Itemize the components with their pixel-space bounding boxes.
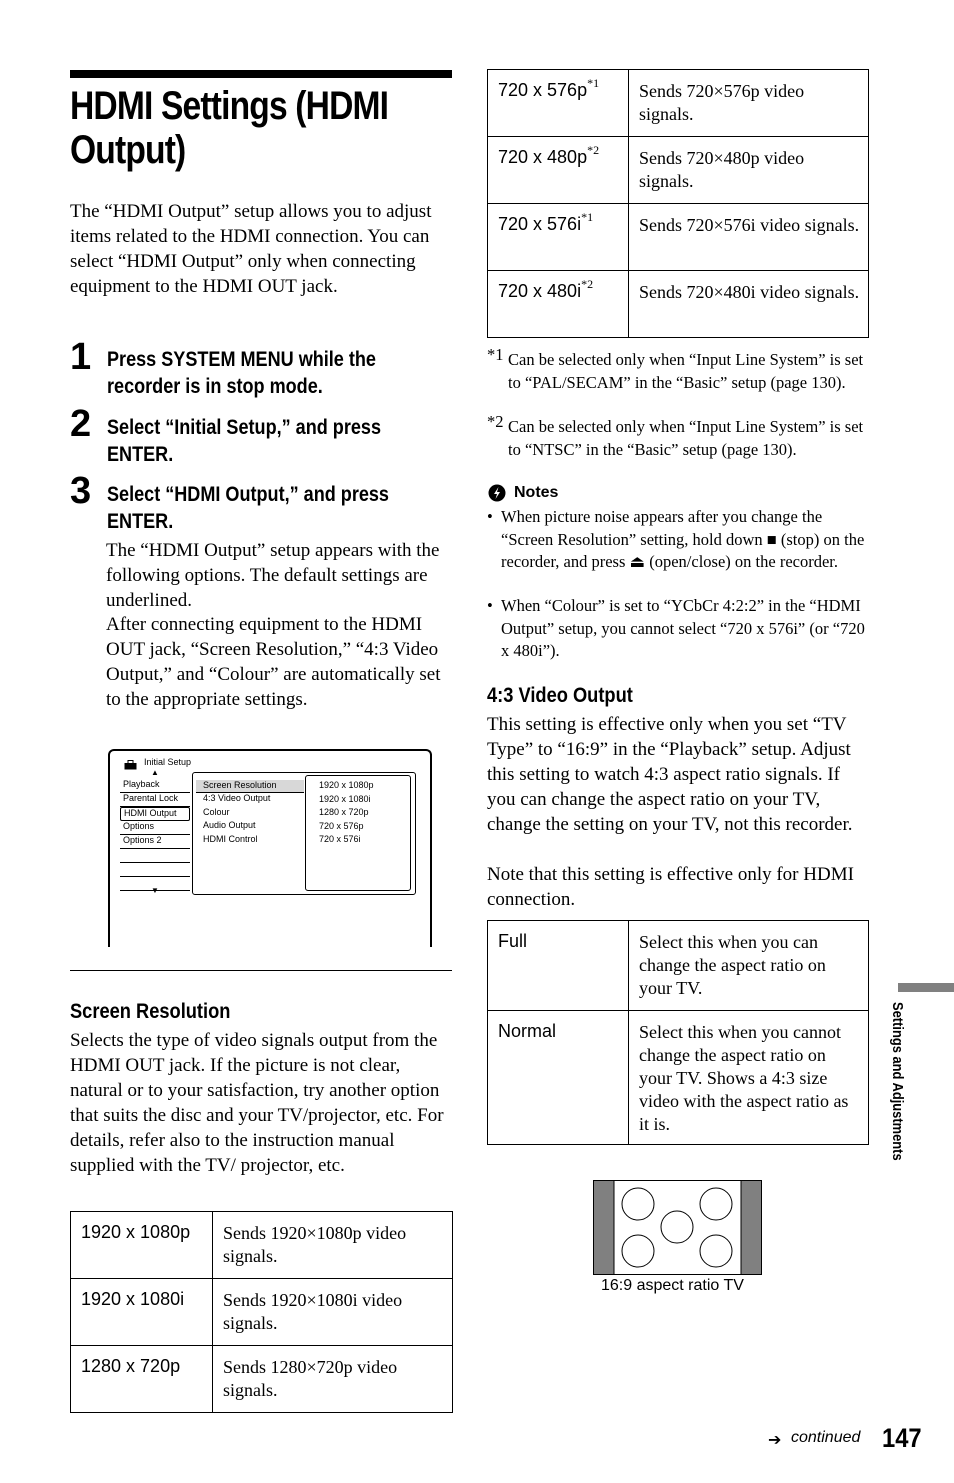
menu-item-hdmi-output: HDMI Output xyxy=(120,807,190,821)
table-row xyxy=(488,921,869,1011)
option-1080p: 1920 x 1080p xyxy=(319,780,374,790)
footnote-1-text: Can be selected only when “Input Line System” is set to “PAL/SECAM” in the “Basic” setup (page 130). xyxy=(508,350,864,392)
footnote-mark: *2 xyxy=(587,143,600,157)
screen-resolution-body: Selects the type of video signals output from the HDMI OUT jack. If the picture is not clear, natural or to your satisfaction, try another option that suits the disc and your TV/projector, etc. For details, refer also to the instruction manual supplied with the TV/ projector, etc. xyxy=(70,1030,444,1176)
step-1-text: Press SYSTEM MENU while the recorder is in stop mode. xyxy=(107,348,376,398)
section-divider xyxy=(70,970,452,971)
submenu-item-screen-resolution: Screen Resolution xyxy=(196,780,304,793)
table-row xyxy=(488,137,869,204)
option-720p: 1280 x 720p xyxy=(319,807,369,817)
illustration-caption: 16:9 aspect ratio TV xyxy=(601,1277,744,1294)
intro-paragraph: The “HDMI Output” setup allows you to adjust items related to the HDMI connection. You can select “HDMI Output” only when connecting equipment to the HDMI OUT jack. xyxy=(70,201,432,297)
resolution-key xyxy=(488,70,629,137)
table-row xyxy=(488,70,869,137)
step-3-body-2: After connecting equipment to the HDMI OUT jack, “Screen Resolution,” “4:3 Video Output,” and “Colour” are automatically set to the appropriate settings. xyxy=(106,614,441,710)
step-3-body: The “HDMI Output” setup appears with the following options. The default settings are underlined. xyxy=(106,540,440,611)
initial-setup-screen xyxy=(108,749,430,945)
page-title: HDMI Settings (HDMI Output) xyxy=(70,84,389,172)
mid-menu xyxy=(196,780,304,847)
resolution-table-left xyxy=(70,1211,453,1413)
resolution-key: 1920 x 1080p xyxy=(71,1212,213,1279)
aspect-ratio-illustration xyxy=(593,1180,762,1275)
option-576i: 720 x 576i xyxy=(319,834,361,844)
continued-arrow-icon: ➔ xyxy=(768,1430,782,1449)
resolution-key: 1920 x 1080i xyxy=(71,1279,213,1346)
bullet: • xyxy=(487,507,493,526)
resolution-key: 1280 x 720p xyxy=(71,1346,213,1413)
resolution-desc: Sends 1920×1080p video signals. xyxy=(213,1212,453,1279)
resolution-key-text: 720 x 576i xyxy=(498,214,582,234)
table-row xyxy=(488,271,869,338)
table-row xyxy=(71,1346,453,1413)
screen-header: Initial Setup xyxy=(144,757,192,767)
resolution-desc: Sends 720×480i video signals. xyxy=(629,271,869,338)
scroll-down-arrow-icon: ▼ xyxy=(151,886,159,895)
table-row xyxy=(488,1011,869,1145)
resolution-desc: Sends 720×480p video signals. xyxy=(629,137,869,204)
step-2-number: 2 xyxy=(70,403,92,445)
note-item-2: When “Colour” is set to “YCbCr 4:2:2” in the “HDMI Output” setup, you cannot select “720 x 576i” (or “720 x 480i”). xyxy=(501,596,865,660)
footnote-mark: *1 xyxy=(581,210,594,224)
video-output-table xyxy=(487,920,869,1145)
side-tab-text: Settings and Adjustments xyxy=(889,1002,906,1161)
footnote-1-mark: *1 xyxy=(487,345,504,364)
submenu-item-colour: Colour xyxy=(203,806,230,817)
resolution-key xyxy=(488,137,629,204)
notes-icon xyxy=(488,484,506,502)
menu-item-options-2: Options 2 xyxy=(120,835,190,849)
notes-heading: Notes xyxy=(514,484,559,501)
resolution-desc: Sends 720×576p video signals. xyxy=(629,70,869,137)
step-2-text: Select “Initial Setup,” and press ENTER. xyxy=(107,416,381,466)
toolbox-icon xyxy=(124,757,137,767)
title-rule xyxy=(70,70,452,78)
option-1080i: 1920 x 1080i xyxy=(319,793,371,804)
page-number: 147 xyxy=(882,1423,922,1453)
footnote-2-text: Can be selected only when “Input Line System” is set to “NTSC” in the “Basic” setup (page 130). xyxy=(508,417,864,459)
video-option-desc: Select this when you cannot change the aspect ratio on your TV. Shows a 4:3 size video with the aspect ratio as it is. xyxy=(629,1011,869,1145)
table-row xyxy=(71,1279,453,1346)
footnote-mark: *1 xyxy=(587,76,600,90)
video-option-key: Normal xyxy=(488,1011,629,1145)
table-row xyxy=(71,1212,453,1279)
submenu-item-hdmi-control: HDMI Control xyxy=(203,833,258,844)
note-item-1: When picture noise appears after you change the “Screen Resolution” setting, hold down ■ (stop) on the recorder, and press ⏏ (open/close) on the recorder. xyxy=(501,507,865,571)
resolution-key-text: 720 x 480p xyxy=(498,147,588,167)
video-option-desc: Select this when you can change the aspect ratio on your TV. xyxy=(629,921,869,1011)
side-tab-label xyxy=(889,1002,906,1186)
video-option-key: Full xyxy=(488,921,629,1011)
menu-item-playback: Playback xyxy=(120,779,190,793)
resolution-desc: Sends 720×576i video signals. xyxy=(629,204,869,271)
screen-resolution-heading: Screen Resolution xyxy=(70,1000,231,1023)
footnote-2-mark: *2 xyxy=(487,412,504,431)
step-3-text: Select “HDMI Output,” and press ENTER. xyxy=(107,483,389,533)
resolution-desc: Sends 1280×720p video signals. xyxy=(213,1346,453,1413)
resolution-key-text: 720 x 480i xyxy=(498,281,582,301)
option-list xyxy=(319,780,374,848)
footnote-mark: *2 xyxy=(581,277,594,291)
continued-label: continued xyxy=(791,1429,861,1446)
table-row xyxy=(488,204,869,271)
resolution-desc: Sends 1920×1080i video signals. xyxy=(213,1279,453,1346)
menu-item-parental-lock: Parental Lock xyxy=(120,793,190,807)
bullet: • xyxy=(487,596,493,615)
resolution-table-right xyxy=(487,69,869,338)
resolution-key-text: 720 x 576p xyxy=(498,80,588,100)
left-menu xyxy=(120,779,190,891)
menu-item-options: Options xyxy=(120,821,190,835)
step-3-number: 3 xyxy=(70,470,92,512)
menu-blank-row xyxy=(120,849,190,863)
resolution-key xyxy=(488,271,629,338)
scroll-up-arrow-icon: ▲ xyxy=(151,768,159,777)
step-1-number: 1 xyxy=(70,336,92,378)
option-576p: 720 x 576p xyxy=(319,820,364,831)
video-output-body-2: Note that this setting is effective only for HDMI connection. xyxy=(487,864,854,910)
resolution-key xyxy=(488,204,629,271)
submenu-item-video-output: 4:3 Video Output xyxy=(203,793,271,803)
side-tab-marker xyxy=(898,983,954,992)
video-output-body: This setting is effective only when you set “TV Type” to “16:9” in the “Playback” setup. Adjust this setting to watch 4:3 aspect ratio signals. If you can change the aspect ratio on your TV, change the setting on your TV, not this recorder. xyxy=(487,714,853,835)
submenu-item-audio-output: Audio Output xyxy=(203,820,256,830)
video-output-heading: 4:3 Video Output xyxy=(487,684,633,707)
menu-blank-row xyxy=(120,863,190,877)
